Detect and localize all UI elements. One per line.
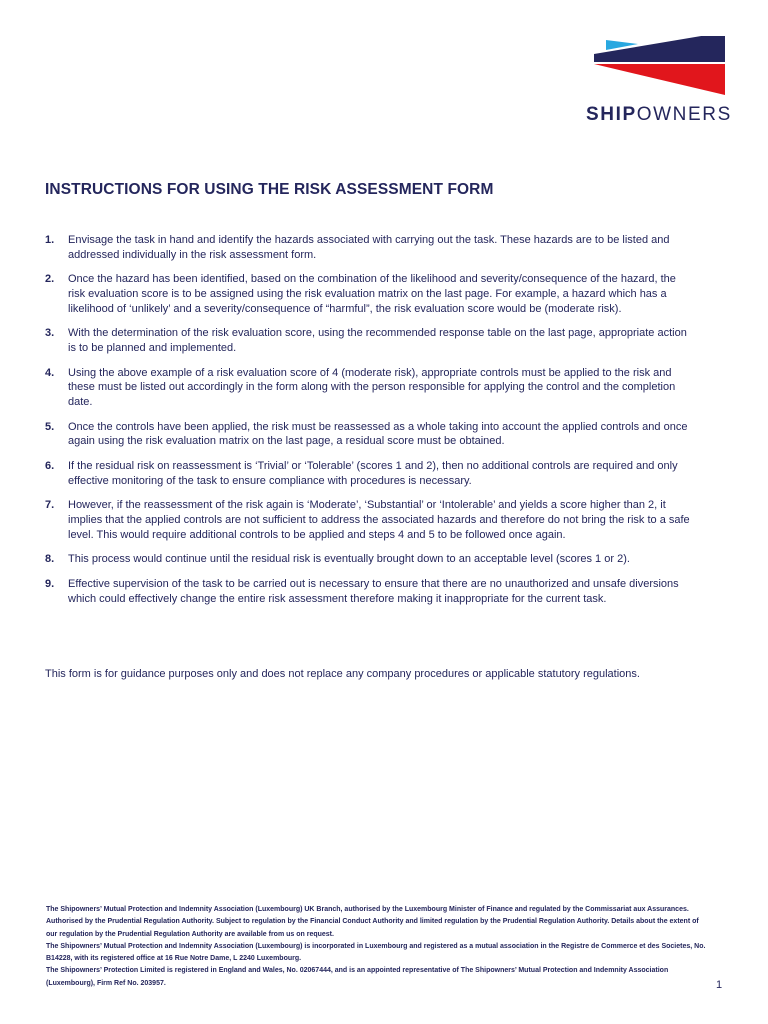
- item-number: 8.: [45, 553, 55, 566]
- item-number: 5.: [45, 420, 55, 433]
- item-text: This process would continue until the residual risk is eventually brought down to an acceptable level (scores 1 or 2).: [68, 553, 630, 566]
- item-number: 6.: [45, 460, 55, 473]
- item-text: Effective supervision of the task to be carried out is necessary to ensure that there are no unauthorized and unsafe diversions which could effectively change the entire risk assessment therefore making it inappropriate for the current task.: [68, 578, 679, 605]
- logo-red-flag: [594, 64, 725, 95]
- instructions-list: [45, 233, 695, 617]
- item-text: With the determination of the risk evaluation score, using the recommended response table on the last page, appropriate action is to be planned and implemented.: [68, 327, 687, 354]
- item-number: 3.: [45, 327, 55, 340]
- footer-paragraph: The Shipowners’ Mutual Protection and Indemnity Association (Luxembourg) UK Branch, authorised by the Luxembourg Minister of Finance and regulated by the Commissariat aux Assurances. Authorised by the Prudential Regulation Authority. Subject to regulation by the Financial Conduct Authority and limited regulation by the Prudential Regulation Authority. Details about the extent of our regulation by the Prudential Regulation Authority are available from us on request.: [46, 906, 699, 938]
- list-item: [45, 420, 695, 449]
- list-item: [45, 366, 695, 410]
- logo-navy-flag: [594, 36, 725, 62]
- footer-paragraph: The Shipowners’ Protection Limited is registered in England and Wales, No. 02067444, and is an appointed representative of The Shipowners’ Mutual Protection and Indemnity Association (Luxembourg), Firm Ref No. 203957.: [46, 967, 669, 987]
- item-number: 7.: [45, 499, 55, 512]
- logo-flag-icon: [590, 36, 732, 96]
- item-number: 1.: [45, 234, 55, 246]
- list-item: [45, 577, 695, 606]
- item-number: 4.: [45, 366, 55, 379]
- list-item: [45, 326, 695, 355]
- item-text: If the residual risk on reassessment is ‘Trivial’ or ‘Tolerable’ (scores 1 and 2), then no additional controls are required and only effective monitoring of the task to ensure compliance with procedures is necessary.: [68, 460, 678, 487]
- item-text: However, if the reassessment of the risk again is ‘Moderate’, ‘Substantial’ or ‘Intolerable’ and yields a score higher than 2, it implies that the applied controls are not sufficient to address the associated hazards and therefore do not bring the risk to a safe level. This would require additional controls to be applied and steps 4 and 5 to be followed once again.: [68, 499, 690, 541]
- list-item: [45, 272, 695, 316]
- shipowners-logo-mark: [590, 36, 732, 96]
- item-number: 9.: [45, 578, 55, 591]
- brand-name-rest: OWNERS: [636, 104, 732, 125]
- list-item: [45, 498, 695, 542]
- brand-name: [586, 104, 732, 126]
- list-item: [45, 552, 695, 567]
- page-title: INSTRUCTIONS FOR USING THE RISK ASSESSMENT FORM: [45, 181, 494, 198]
- brand-name-bold: SHIP: [586, 104, 637, 125]
- list-item: [45, 459, 695, 488]
- item-text: Envisage the task in hand and identify the hazards associated with carrying out the task. These hazards are to be listed and addressed individually in the risk assessment form.: [68, 234, 670, 261]
- item-text: Using the above example of a risk evaluation score of 4 (moderate risk), appropriate controls must be applied to the risk and these must be listed out accordingly in the form along with the person responsible for applying the control and the completion date.: [68, 366, 676, 408]
- guidance-note: This form is for guidance purposes only and does not replace any company procedures or applicable statutory regulations.: [45, 668, 640, 680]
- item-text: Once the hazard has been identified, based on the combination of the likelihood and severity/consequence of the hazard, the risk evaluation score is to be assigned using the risk evaluation matrix on the last page. For example, a hazard which has a likelihood of ‘unlikely’ and a severity/consequence of “harmful”, the risk evaluation score would be (moderate risk).: [68, 273, 676, 315]
- item-number: 2.: [45, 273, 55, 286]
- list-item: [45, 233, 695, 262]
- footer-paragraph: The Shipowners’ Mutual Protection and Indemnity Association (Luxembourg) is incorporated in Luxembourg and registered as a mutual association in the Registre de Commerce et des Societes, No. B14228, with its registered office at 16 Rue Notre Dame, L 2240 Luxembourg.: [46, 942, 706, 963]
- page-number: 1: [716, 979, 723, 991]
- legal-footer: [46, 904, 706, 990]
- item-text: Once the controls have been applied, the risk must be reassessed as a whole taking into account the applied controls and once again using the risk evaluation matrix on the last page, a residual score must be obtained.: [68, 420, 688, 448]
